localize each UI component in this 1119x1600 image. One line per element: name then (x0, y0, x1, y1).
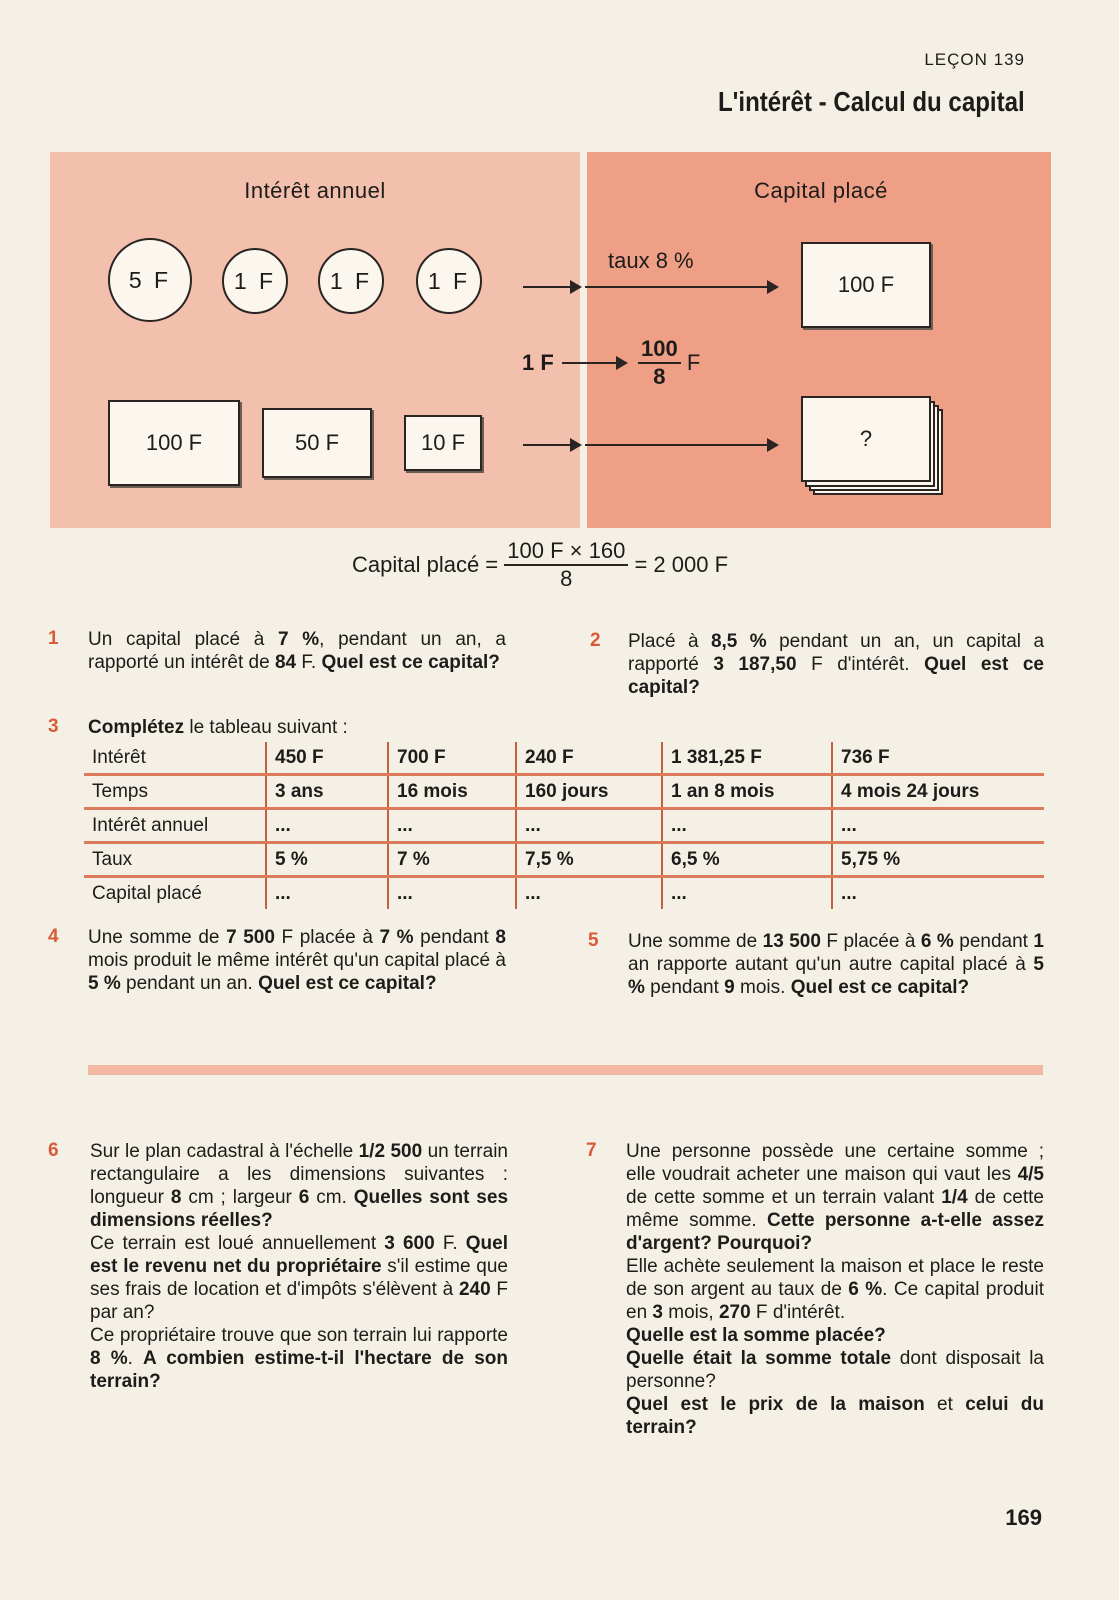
exercise-number: 1 (48, 628, 59, 649)
table-row (84, 843, 1044, 877)
coin-1f: 1 F (318, 248, 384, 314)
banknote-50f: 50 F (262, 408, 372, 478)
rate-label: taux 8 % (608, 248, 694, 273)
rate-arrow (585, 286, 777, 288)
exercise-7-text: Une personne possède une certaine somme ; elle voudrait acheter une maison qui vaut les 4/5 de cette somme et un terrain valant 1/4 de cette même somme. Cette personne a-t-elle assez d'argent? Pourquoi? Elle achète seulement la maison et place le reste de son argent au taux de 6 %. Ce capital produit en 3 mois, 270 F d'intérêt. Quelle est la somme placée? Quelle était la somme totale dont disposait la personne? Quel est le prix de la maison et celui du terrain? (626, 1141, 1044, 1438)
row-label: Temps (84, 775, 266, 809)
exercise-2-text: Placé à 8,5 % pendant un an, un capital a rapporté 3 187,50 F d'intérêt. Quel est ce capital? (628, 631, 1045, 698)
unit-rule-den: 8 (653, 364, 666, 389)
capital-heading: Capital placé (754, 178, 888, 203)
table-cell: 7,5 % (516, 843, 662, 877)
table-cell: 700 F (388, 742, 516, 775)
unit-rule-unit: F (686, 350, 701, 375)
annual-interest-panel (50, 152, 580, 528)
section-divider (88, 1065, 1043, 1075)
formula-den: 8 (560, 566, 573, 591)
exercise-number: 4 (48, 926, 59, 947)
table-cell: 160 jours (516, 775, 662, 809)
table-cell: 6,5 % (662, 843, 832, 877)
unit-rule (522, 336, 700, 390)
formula-result: = 2 000 F (634, 552, 729, 577)
exercise-1-text: Un capital placé à 7 %, pendant un an, a rapporté un intérêt de 84 F. Quel est ce capital? (88, 629, 506, 673)
banknote-10f: 10 F (404, 415, 482, 471)
table-cell: 5,75 % (832, 843, 1044, 877)
unit-rule-from: 1 F (522, 350, 554, 375)
table-cell: 736 F (832, 742, 1044, 775)
exercise-6-text: Sur le plan cadastral à l'échelle 1/2 500 un terrain rectangulaire a les dimensions suivantes : longueur 8 cm ; largeur 6 cm. Quelles sont ses dimensions réelles? Ce terrain est loué annuellement 3 600 F. Quel est le revenu net du propriétaire s'il estime que ses frais de location et d'impôts s'élèvent à 240 F par an? Ce propriétaire trouve que son terrain lui rapporte 8 %. A combien estime-t-il l'hectare de son terrain? (90, 1141, 509, 1392)
exercise-number: 3 (48, 716, 59, 737)
formula-label: Capital placé = (352, 552, 499, 577)
coin-5f: 5 F (108, 238, 192, 322)
lesson-number: LEÇON 139 (924, 50, 1025, 69)
capital-known-note: 100 F (801, 242, 931, 328)
annual-interest-heading: Intérêt annuel (244, 178, 386, 203)
table-cell: 1 381,25 F (662, 742, 832, 775)
table-cell: ... (662, 877, 832, 910)
table-cell: 5 % (266, 843, 388, 877)
table-cell: 450 F (266, 742, 388, 775)
table-cell: ... (266, 877, 388, 910)
table-cell: 16 mois (388, 775, 516, 809)
formula-fraction (504, 538, 628, 592)
table-cell: 1 an 8 mois (662, 775, 832, 809)
exercise-number: 5 (588, 930, 599, 951)
unknown-arrow (585, 444, 777, 446)
table-cell: ... (388, 877, 516, 910)
page-title: L'intérêt - Calcul du capital (718, 86, 1025, 117)
capital-formula (352, 538, 728, 592)
coin-1f: 1 F (222, 248, 288, 314)
unit-rule-arrow (562, 362, 626, 364)
unit-rule-fraction (638, 336, 681, 390)
page-number: 169 (1005, 1505, 1042, 1530)
table-cell: ... (516, 809, 662, 843)
table-cell: ... (832, 877, 1044, 910)
table-row (84, 742, 1044, 775)
capital-unknown-note: ? (801, 396, 931, 482)
table-row (84, 877, 1044, 910)
exercise-number: 2 (590, 630, 601, 651)
table-cell: ... (388, 809, 516, 843)
row-label: Intérêt (92, 746, 146, 768)
row-label: Taux (84, 843, 266, 877)
table-cell: ... (662, 809, 832, 843)
banknote-100f: 100 F (108, 400, 240, 486)
row-label: Intérêt annuel (84, 809, 266, 843)
exercise-number: 6 (48, 1140, 59, 1161)
table-cell: 4 mois 24 jours (832, 775, 1044, 809)
table-cell: 240 F (516, 742, 662, 775)
exercise-number: 7 (586, 1140, 597, 1161)
table-cell: ... (516, 877, 662, 910)
table-cell: 3 ans (266, 775, 388, 809)
table-cell: ... (266, 809, 388, 843)
row-label: Capital placé (84, 877, 266, 910)
coin-1f: 1 F (416, 248, 482, 314)
exercise-3-table (84, 742, 1044, 909)
formula-num: 100 F × 160 (504, 538, 628, 566)
arrow-line (523, 286, 580, 288)
unit-rule-num: 100 (638, 336, 681, 364)
table-row (84, 775, 1044, 809)
table-cell: ... (832, 809, 1044, 843)
arrow-line (523, 444, 580, 446)
exercise-3-text: Complétez le tableau suivant : (88, 717, 348, 738)
exercise-4-text: Une somme de 7 500 F placée à 7 % pendant 8 mois produit le même intérêt qu'un capital placé à 5 % pendant un an. Quel est ce capital? (88, 927, 506, 994)
table-row (84, 809, 1044, 843)
exercise-5-text: Une somme de 13 500 F placée à 6 % pendant 1 an rapporte autant qu'un autre capital placé à 5 % pendant 9 mois. Quel est ce capital? (628, 931, 1044, 998)
table-cell: 7 % (388, 843, 516, 877)
